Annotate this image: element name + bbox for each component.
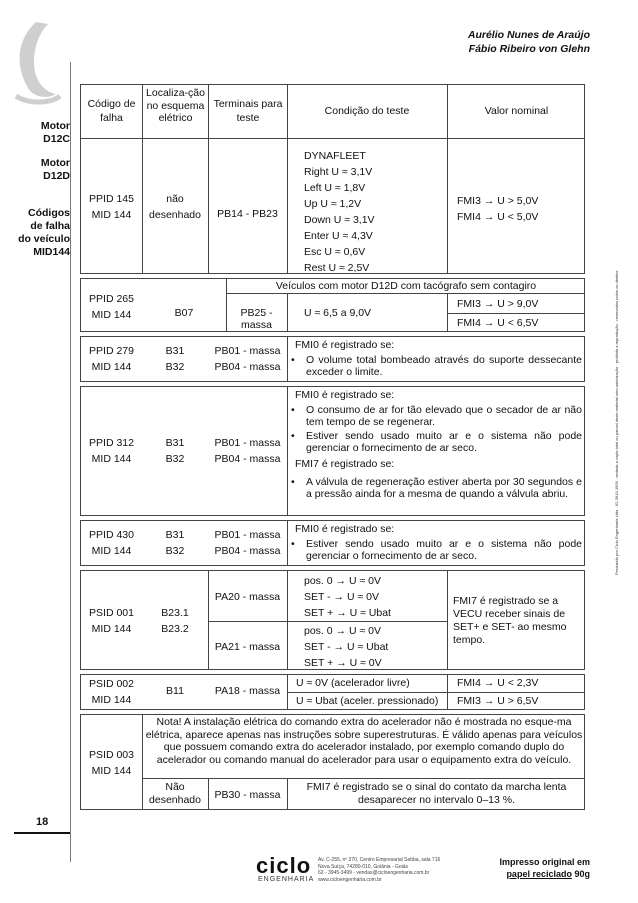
- terminals-pa20: PA20 - massa: [214, 591, 281, 603]
- terminals: PB14 - PB23: [217, 208, 278, 220]
- fault-code: PPID 430 MID 144: [89, 529, 134, 557]
- sidebar-divider: [70, 62, 71, 862]
- table-block-psid001: [80, 570, 585, 670]
- fmi7-bullet-1: • A válvula de regeneração estiver aberta por 30 segundos e a pressão ainda for a mesma de quando a válvula abriu.: [289, 476, 582, 500]
- installation-note: Nota! A instalação elétrica do comando extra do acelerador não é mostrada no esque-ma elétrica, aparece apenas nas instruções sobre superestruturas. É válido apenas para veículos que possuem comando extra do acelerador instalado, por exemplo comando duplo do acelerador ou comando manual do acelerador para usar o equipamento extra do veículo.: [145, 716, 583, 766]
- nominal-value-fmi3: FMI3 → U > 6,5V: [457, 695, 539, 707]
- fmi7-intro: FMI7 é registrado se:: [295, 458, 395, 470]
- fmi0-intro: FMI0 é registrado se:: [295, 389, 395, 401]
- sidebar-engine-d12c: Motor D12C: [40, 120, 70, 145]
- condition-released: U ≈ 0V (acelerador livre): [296, 677, 410, 689]
- sidebar-engine-d12d: Motor D12D: [40, 157, 70, 182]
- nominal-value-high: FMI3 → U > 9,0V: [457, 298, 539, 310]
- fmi-bullet: • Estiver sendo usado muito ar e o sistema não pode gerenciar o fornecimento de ar seco.: [289, 538, 582, 562]
- fault-code: PPID 312 MID 144: [89, 437, 134, 465]
- fmi-bullet: • O volume total bombeado através do suporte dessecante exceder o limite.: [289, 354, 582, 378]
- terminals: PB30 - massa: [214, 789, 281, 801]
- location: B31 B32: [165, 437, 185, 465]
- location: B23.1 B23.2: [161, 607, 189, 635]
- location: B31 B32: [165, 345, 185, 373]
- terminals: PA18 - massa: [214, 685, 281, 697]
- table-block-ppid145: [80, 84, 585, 274]
- fault-code: PPID 265 MID 144: [89, 293, 134, 321]
- fmi0-bullet-2: • Estiver sendo usado muito ar e o sistema não pode gerenciar o fornecimento de ar seco.: [289, 430, 582, 454]
- fault-code: PSID 001 MID 144: [89, 607, 134, 635]
- copyright-side-text: Produzido por Ciclo Engenharia Ltda · 62-3913-1999 · vedada a cópia total ou parcial deste material sem autorização · proibida a reprodução · reservados todos os direitos: [614, 270, 619, 575]
- header-nominal-value: Valor nominal: [484, 105, 549, 117]
- author-2: Fábio Ribeiro von Glehn: [468, 43, 590, 55]
- header-terminals: Terminais para teste: [213, 98, 283, 124]
- header-fault-code: Código de falha: [87, 98, 136, 124]
- location: B11: [166, 685, 184, 697]
- table-block-psid002: [80, 674, 585, 710]
- fault-code: PSID 003 MID 144: [89, 749, 134, 777]
- table-block-ppid312: [80, 386, 585, 516]
- test-condition: FMI7 é registrado se o sinal do contato da marcha lenta desaparecer no intervalo 0–13 %.: [306, 781, 567, 806]
- terminals: PB01 - massa PB04 - massa: [214, 345, 281, 373]
- header-location: Localiza-ção no esquema elétrico: [146, 87, 205, 124]
- nominal-value-low: FMI4 → U < 6,5V: [457, 317, 539, 329]
- condition-pressed: U ≈ Ubat (aceler. pressionado): [296, 695, 439, 707]
- location: não desenhado: [149, 193, 201, 221]
- nominal-value-fmi4: FMI4 → U < 2,3V: [457, 677, 539, 689]
- footer-address: Av. C-255, nº 370, Centro Empresarial Sebba, sala 716 Nova Suíça, 74280-010, Goiânia - Goiás 62 - 3945-3499 - vendas@cicloengenharia.com.br www.cicloengenharia.com.br: [318, 857, 441, 883]
- fmi0-bullet-1: • O consumo de ar for tão elevado que o secador de ar não tem tempo de se regenerar.: [289, 404, 582, 428]
- location: B31 B32: [165, 529, 185, 557]
- table-block-ppid265: [80, 278, 585, 332]
- page-number: 18: [36, 816, 49, 828]
- ciclo-logo-subtitle: ENGENHARIA: [258, 876, 315, 883]
- location: B07: [174, 307, 194, 319]
- location: Não desenhado: [149, 781, 201, 806]
- dynafleet-conditions: DYNAFLEET Right U ≈ 3,1V Left U ≈ 1,8V Up U ≈ 1,2V Down U ≈ 3,1V Enter U ≈ 4,3V Esc U ≈ 0,6V Rest U ≈ 2,5V: [304, 150, 375, 274]
- ciclo-logo: ciclo: [256, 853, 312, 878]
- nominal-values: FMI3 → U > 5,0V FMI4 → U < 5,0V: [457, 195, 539, 223]
- table-block-ppid279: [80, 336, 585, 382]
- fault-code: PPID 279 MID 144: [89, 345, 134, 373]
- fmi-intro: FMI0 é registrado se:: [295, 523, 395, 535]
- table-block-psid003: [80, 714, 585, 810]
- authors: [468, 28, 590, 56]
- sidebar-fault-codes: Códigos de falha do veículo MID144: [18, 207, 70, 258]
- terminals: PB01 - massa PB04 - massa: [214, 529, 281, 557]
- terminals: PB25 - massa: [240, 307, 273, 331]
- nominal-value: FMI7 é registrado se a VECU receber sinais de SET+ e SET- ao mesmo tempo.: [453, 595, 567, 646]
- row-banner: Veículos com motor D12D com tacógrafo sem contagiro: [275, 280, 537, 292]
- fault-code: PSID 002 MID 144: [89, 678, 134, 706]
- conditions-pa21: pos. 0 → U ≈ 0V SET - → U ≈ Ubat SET + → U ≈ 0V: [304, 625, 389, 669]
- terminals-pa21: PA21 - massa: [214, 641, 281, 653]
- header-test-condition: Condição do teste: [324, 105, 410, 117]
- publisher-logo-icon: [6, 18, 64, 106]
- recycled-paper-note: Impresso original em papel reciclado 90g: [499, 857, 590, 879]
- terminals: PB01 - massa PB04 - massa: [214, 437, 281, 465]
- page-number-rule: [14, 832, 70, 834]
- conditions-pa20: pos. 0 → U ≈ 0V SET - → U ≈ 0V SET + → U ≈ Ubat: [304, 575, 391, 619]
- fmi-intro: FMI0 é registrado se:: [295, 339, 395, 351]
- author-1: Aurélio Nunes de Araújo: [467, 29, 590, 41]
- test-condition: U ≈ 6,5 a 9,0V: [304, 307, 372, 319]
- fault-code: PPID 145 MID 144: [89, 193, 134, 221]
- table-block-ppid430: [80, 520, 585, 566]
